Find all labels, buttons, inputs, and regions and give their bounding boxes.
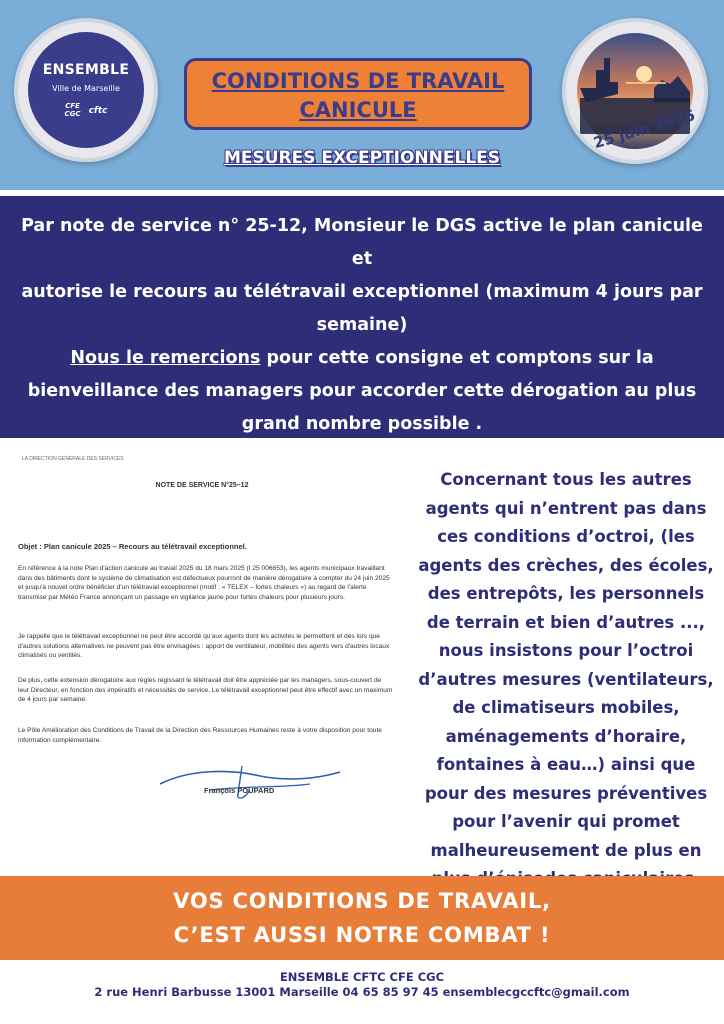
doc-signatory: François POUPARD bbox=[204, 786, 275, 795]
slogan-band bbox=[0, 876, 724, 960]
band-line-6: grand nombre possible . bbox=[241, 414, 483, 434]
doc-title: NOTE DE SERVICE N°25–12 bbox=[155, 482, 249, 489]
side-line: de terrain et bien d’autres ..., bbox=[426, 612, 706, 632]
thanks-underlined: Nous le remercions bbox=[70, 348, 261, 368]
logo-badges bbox=[28, 102, 144, 118]
handwritten-signature bbox=[150, 764, 350, 804]
side-line: Concernant tous les autres bbox=[440, 470, 692, 489]
side-line: de climatiseurs mobiles, bbox=[452, 698, 680, 717]
header bbox=[0, 0, 724, 190]
side-line: des entrepôts, les personnels bbox=[427, 584, 705, 603]
side-line: malheureusement de plus en bbox=[430, 840, 702, 860]
side-line: ces conditions d’octroi, (les bbox=[437, 527, 695, 546]
doc-objet: Objet : Plan canicule 2025 – Recours au télétravail exceptionnel. bbox=[18, 542, 247, 551]
union-logo bbox=[14, 18, 158, 162]
footer bbox=[0, 970, 724, 1000]
announcement-band bbox=[0, 196, 724, 438]
cftc-badge: cftc bbox=[88, 106, 108, 116]
band-line-2: autorise le recours au télétravail exceptionnel (maximum 4 jours par bbox=[21, 282, 703, 302]
doc-header-line: LA DIRECTION GÉNÉRALE DES SERVICES bbox=[22, 456, 124, 462]
band-line-1: Par note de service n° 25-12, Monsieur le DGS active le plan canicule et bbox=[21, 216, 703, 269]
logo-inner bbox=[28, 32, 144, 148]
doc-paragraph-1: En référence à la note Plan d'action canicule au travail 2025 du 18 mars 2025 (I 25 006653), les agents municipaux travaillant dans des bâtiments dont le système de climatisation est défectueux pourront de manière dérogatoire à compter du 24 juin 2025 et jusqu'à nouvel ordre bénéficier d'un télétravail exceptionnel (motif : « TELEX – fortes chaleurs ») au regard de l'alerte transmise par Météo France annonçant un passage en vigilance jaune pour fortes chaleurs pour plusieurs jours. bbox=[18, 565, 390, 601]
cfe-cgc-badge bbox=[65, 102, 81, 118]
badge-cgc: CGC bbox=[64, 110, 81, 118]
doc-paragraph-3: De plus, cette extension dérogatoire aux règles régissant le télétravail doit être appréciée par les managers, sous-couvert de leur Directeur, en fonction des impératifs et nécessités de service. Le télétravail exceptionnel peut être effectif avec un maximum de 4 jours par semaine. bbox=[18, 677, 393, 704]
logo-city: Ville de Marseille bbox=[52, 84, 120, 93]
footer-org: ENSEMBLE CFTC CFE CGC bbox=[279, 970, 445, 984]
slogan-line-1: VOS CONDITIONS DE TRAVAIL, bbox=[173, 889, 551, 913]
side-line: nous insistons pour l’octroi bbox=[438, 641, 694, 660]
band-line-4 bbox=[12, 342, 712, 375]
side-line: aménagements d’horaire, bbox=[445, 726, 687, 746]
date-label: 25 juin 2025 bbox=[591, 105, 698, 153]
side-line: d’autres mesures (ventilateurs, bbox=[418, 669, 714, 689]
badge-cfe: CFE bbox=[65, 102, 80, 110]
service-note-scan bbox=[0, 446, 404, 850]
subtitle: MESURES EXCEPTIONNELLES bbox=[223, 148, 501, 168]
main-title bbox=[184, 58, 532, 130]
doc-paragraph-4: Le Pôle Amélioration des Conditions de Travail de la Direction des Ressources Humaines reste à votre disposition pour toute information complémentaire. bbox=[18, 727, 382, 744]
logo-name: ENSEMBLE bbox=[42, 62, 130, 78]
side-line: pour l’avenir qui promet bbox=[452, 812, 680, 831]
thanks-rest: pour cette consigne et comptons sur la bbox=[260, 348, 654, 368]
side-line: agents des crèches, des écoles, bbox=[418, 555, 714, 575]
slogan-line-2: C’EST AUSSI NOTRE COMBAT ! bbox=[173, 923, 551, 947]
side-line: fontaines à eau…) ainsi que bbox=[436, 755, 696, 774]
side-line: pour des mesures préventives bbox=[424, 783, 708, 803]
other-agents-text bbox=[408, 466, 724, 894]
band-line-3: semaine) bbox=[316, 315, 408, 335]
side-line: agents qui n’entrent pas dans bbox=[425, 498, 707, 518]
band-line-5: bienveillance des managers pour accorder cette dérogation au plus bbox=[27, 381, 697, 401]
footer-contact: 2 rue Henri Barbusse 13001 Marseille 04 65 85 97 45 ensemblecgccftc@gmail.com bbox=[94, 985, 630, 999]
title-line-2: CANICULE bbox=[299, 98, 417, 122]
title-line-1: CONDITIONS DE TRAVAIL bbox=[211, 69, 505, 93]
doc-paragraph-2: Je rappelle que le télétravail exceptionnel ne peut être accordé qu'aux agents dont les activités le permettent et dès lors que d'autres solutions alternatives ne peuvent pas être envisagées : apport de ventilateur, mobilités des agents vers d'autres locaux climatisés ou ventilés. bbox=[18, 633, 390, 660]
sunset-photo bbox=[562, 18, 708, 164]
